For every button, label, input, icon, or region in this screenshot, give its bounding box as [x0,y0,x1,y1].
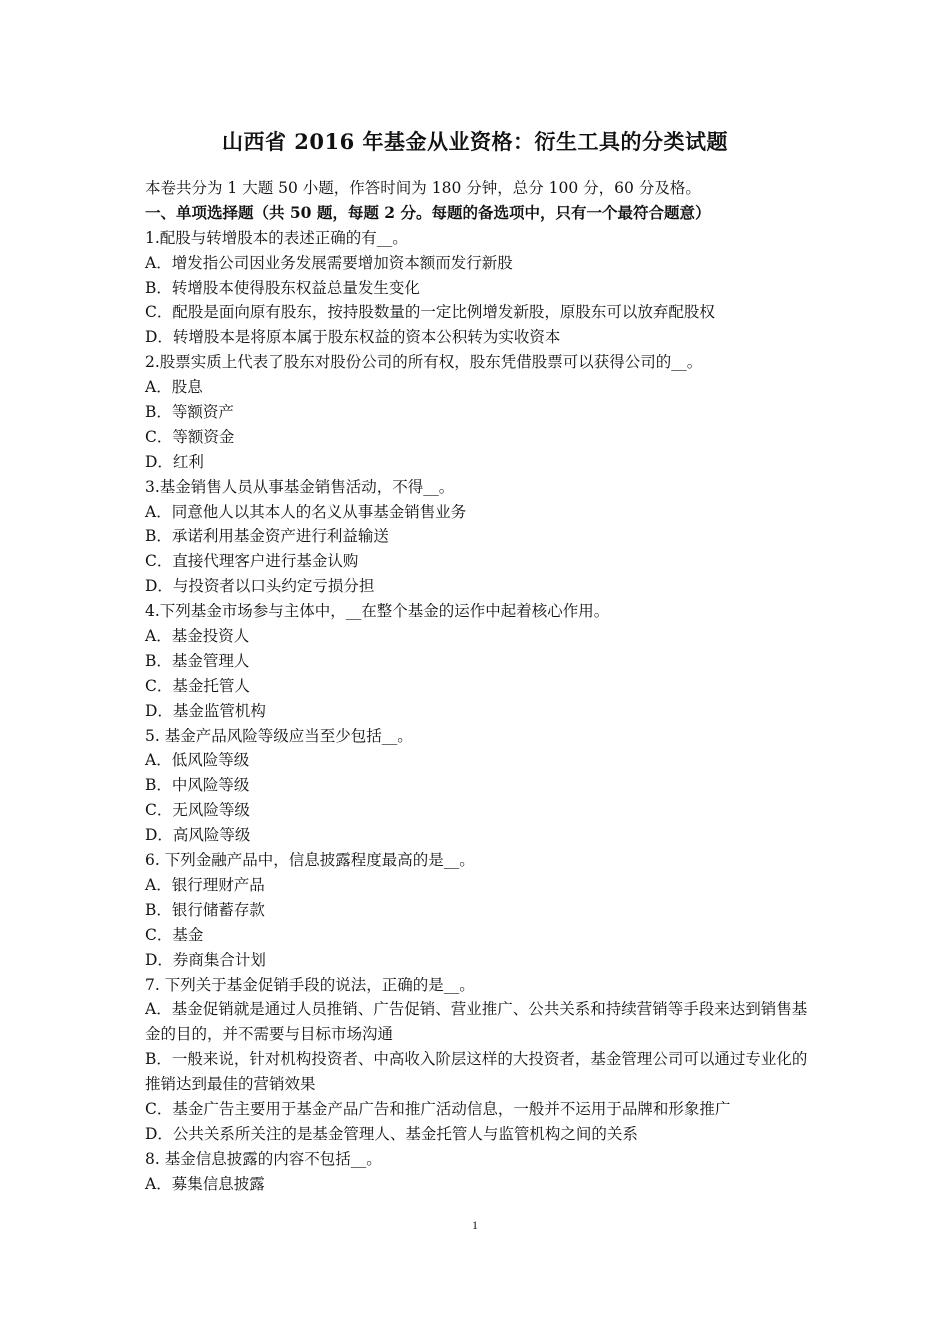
option-b: B．基金管理人 [145,651,250,670]
question-3 [145,475,815,599]
question-8 [145,1147,815,1197]
question-stem: 8. 基金信息披露的内容不包括__。 [145,1149,382,1168]
option-a: A．增发指公司因业务发展需要增加资本额而发行新股 [145,253,513,272]
option-d: D．红利 [145,452,204,471]
section-heading: 一、单项选择题（共 50 题，每题 2 分。每题的备选项中，只有一个最符合题意） [145,202,711,222]
option-c: C．基金托管人 [145,676,250,695]
option-b: B．一般来说，针对机构投资者、中高收入阶层这样的大投资者，基金管理公司可以通过专业化的推销达到最佳的营销效果 [145,1050,808,1094]
option-d: D．高风险等级 [145,826,251,845]
question-stem: 7. 下列关于基金促销手段的说法，正确的是__。 [145,975,475,994]
option-a: A．低风险等级 [145,751,250,770]
page-number: 1 [472,1218,478,1232]
option-a: A．同意他人以其本人的名义从事基金销售业务 [145,502,467,521]
option-a: A．募集信息披露 [145,1174,265,1193]
option-c: C．基金广告主要用于基金产品广告和推广活动信息，一般并不运用于品牌和形象推广 [145,1100,731,1119]
option-c: C．基金 [145,925,204,944]
document-title: 山西省 2016 年基金从业资格：衍生工具的分类试题 [221,129,729,154]
option-c: C．配股是面向原有股东，按持股数量的一定比例增发新股，原股东可以放弃配股权 [145,303,715,322]
question-7 [145,973,815,1147]
option-d: D．转增股本是将原本属于股东权益的资本公积转为实收资本 [145,328,561,347]
option-c: C．无风险等级 [145,801,250,820]
option-a: A．银行理财产品 [145,875,265,894]
option-d: D．公共关系所关注的是基金管理人、基金托管人与监管机构之间的关系 [145,1124,638,1143]
question-stem: 4.下列基金市场参与主体中，__在整个基金的运作中起着核心作用。 [145,602,610,621]
option-d: D．与投资者以口头约定亏损分担 [145,577,375,596]
option-d: D．基金监管机构 [145,701,266,720]
option-c: C．等额资金 [145,427,235,446]
question-1 [145,226,815,350]
question-stem: 6. 下列金融产品中，信息披露程度最高的是__。 [145,851,475,870]
question-stem: 5. 基金产品风险等级应当至少包括__。 [145,726,413,745]
question-stem: 2.股票实质上代表了股东对股份公司的所有权，股东凭借股票可以获得公司的__。 [145,353,703,372]
option-a: A．基金投资人 [145,627,250,646]
option-a: A．基金促销就是通过人员推销、广告促销、营业推广、公共关系和持续营销等手段来达到销售基金的目的，并不需要与目标市场沟通 [145,1000,808,1044]
option-b: B．中风险等级 [145,776,250,795]
question-6 [145,848,815,972]
question-stem: 1.配股与转增股本的表述正确的有__。 [145,228,408,247]
option-b: B．转增股本使得股东权益总量发生变化 [145,278,420,297]
option-a: A．股息 [145,378,203,397]
option-c: C．直接代理客户进行基金认购 [145,552,359,571]
question-5 [145,724,815,848]
option-d: D．券商集合计划 [145,950,266,969]
question-2 [145,350,815,474]
question-4 [145,599,815,723]
option-b: B．承诺利用基金资产进行利益输送 [145,527,389,546]
option-b: B．等额资产 [145,403,234,422]
document-body [145,176,815,1197]
question-stem: 3.基金销售人员从事基金销售活动，不得__。 [145,477,455,496]
intro-text: 本卷共分为 1 大题 50 小题，作答时间为 180 分钟，总分 100 分，60 分及格。 [145,179,701,197]
option-b: B．银行储蓄存款 [145,900,265,919]
